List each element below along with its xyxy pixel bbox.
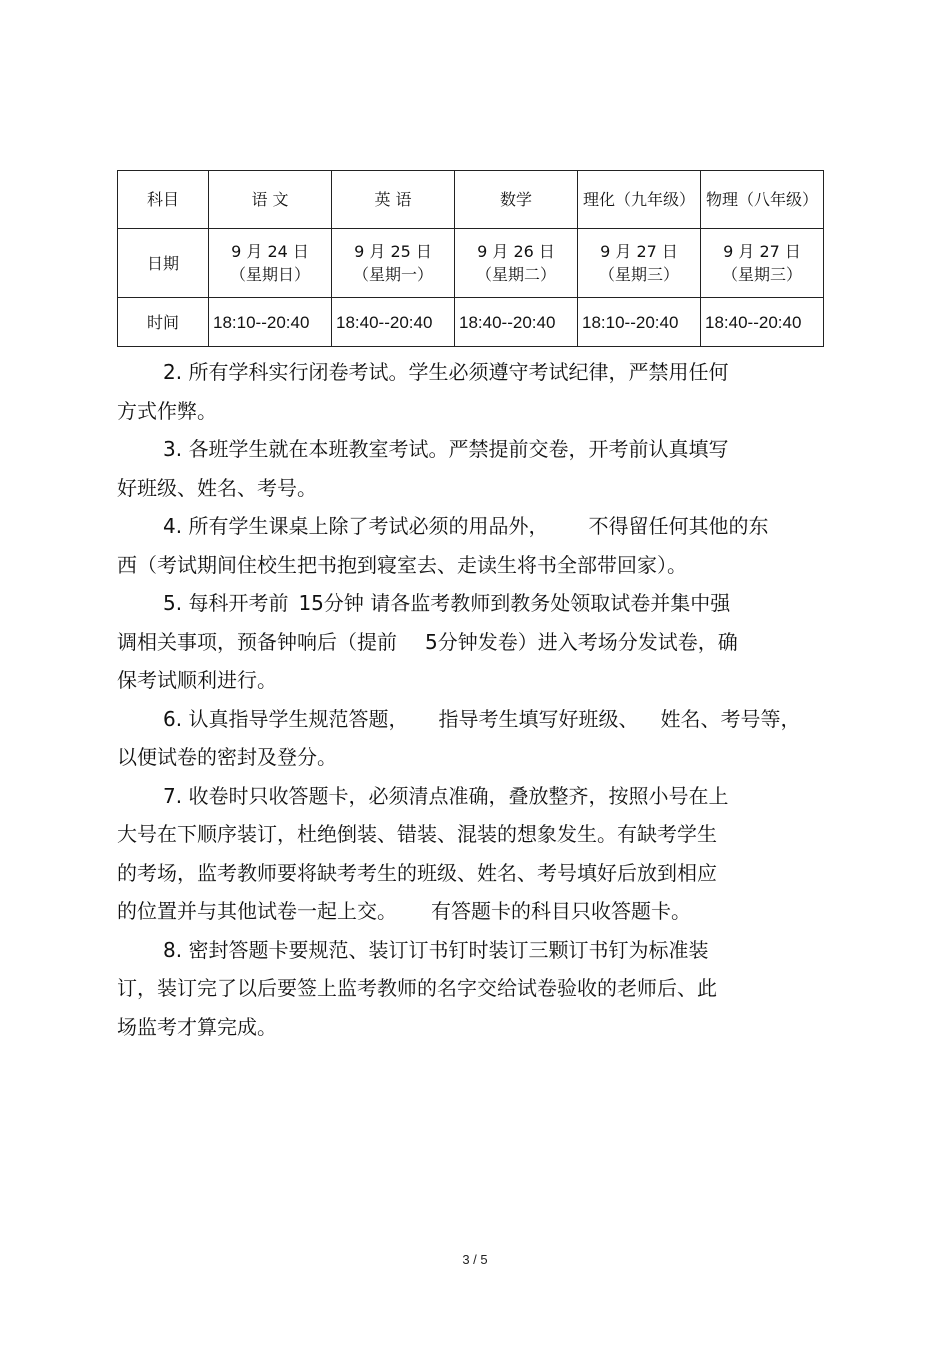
subject-cell: 数学 bbox=[455, 171, 578, 229]
paragraph-line: 场监考才算完成。 bbox=[117, 1014, 277, 1039]
rule-paragraph-4 bbox=[117, 507, 829, 584]
date-cell bbox=[455, 229, 578, 298]
date-text: 9 月 26 日 bbox=[477, 242, 555, 261]
paragraph-line: 大号在下顺序装订，杜绝倒装、错装、混装的想象发生。有缺考学生 bbox=[117, 822, 717, 846]
paragraph-line: 8. 密封答题卡要规范、装订订书钉时装订三颗订书钉为标准装 bbox=[163, 937, 709, 962]
paragraph-line-wrap bbox=[117, 700, 829, 739]
rule-paragraph-6 bbox=[117, 700, 829, 777]
subject-cell: 物理（八年级） bbox=[701, 171, 824, 229]
paragraph-line: 订，装订完了以后要签上监考教师的名字交给试卷验收的老师后、此 bbox=[117, 976, 717, 1000]
rule-paragraph-7 bbox=[117, 777, 829, 931]
rules-body bbox=[117, 353, 829, 1046]
weekday-text: （星期二） bbox=[475, 265, 556, 284]
paragraph-fragment: 4. 所有学生课桌上除了考试必须的用品外， bbox=[163, 514, 549, 538]
paragraph-line-wrap bbox=[117, 507, 829, 546]
paragraph-line: 方式作弊。 bbox=[117, 398, 217, 423]
time-cell: 18:40--20:40 bbox=[332, 298, 455, 347]
time-row bbox=[118, 298, 824, 347]
paragraph-line: 以便试卷的密封及登分。 bbox=[117, 745, 337, 769]
paragraph-fragment: 指导考生填写好班级、 bbox=[438, 706, 639, 731]
paragraph-line: 3. 各班学生就在本班教室考试。严禁提前交卷，开考前认真填写 bbox=[163, 437, 729, 461]
paragraph-line-wrap bbox=[117, 584, 829, 623]
time-cell: 18:40--20:40 bbox=[455, 298, 578, 347]
weekday-text: （星期三） bbox=[721, 265, 802, 284]
paragraph-line: 保考试顺利进行。 bbox=[117, 668, 277, 692]
date-cell bbox=[332, 229, 455, 298]
date-header-cell: 日期 bbox=[118, 229, 209, 298]
page-number: 3 / 5 bbox=[462, 1252, 488, 1267]
paragraph-fragment: 姓名、考号等， bbox=[660, 706, 801, 731]
weekday-text: （星期日） bbox=[229, 265, 310, 284]
rule-paragraph-8 bbox=[117, 931, 829, 1047]
paragraph-fragment: 5. 每科开考前 bbox=[163, 591, 289, 615]
subject-cell: 理化（九年级） bbox=[578, 171, 701, 229]
date-cell bbox=[701, 229, 824, 298]
date-cell bbox=[578, 229, 701, 298]
date-text: 9 月 27 日 bbox=[600, 242, 678, 261]
paragraph-line: 的考场，监考教师要将缺考考生的班级、姓名、考号填好后放到相应 bbox=[117, 860, 717, 885]
subject-row bbox=[118, 171, 824, 229]
time-cell: 18:10--20:40 bbox=[578, 298, 701, 347]
date-text: 9 月 25 日 bbox=[354, 242, 432, 261]
date-row bbox=[118, 229, 824, 298]
paragraph-line: 7. 收卷时只收答题卡，必须清点准确，叠放整齐，按照小号在上 bbox=[163, 783, 729, 808]
subject-cell: 语 文 bbox=[209, 171, 332, 229]
rule-paragraph-5 bbox=[117, 584, 829, 700]
paragraph-line: 2. 所有学科实行闭卷考试。学生必须遵守考试纪律，严禁用任何 bbox=[163, 360, 729, 384]
time-cell: 18:10--20:40 bbox=[209, 298, 332, 347]
paragraph-line-wrap bbox=[117, 892, 829, 931]
time-header-cell: 时间 bbox=[118, 298, 209, 347]
exam-schedule-table bbox=[117, 170, 824, 347]
paragraph-fragment: 调相关事项，预备钟响后（提前 bbox=[117, 629, 397, 654]
paragraph-fragment: 6. 认真指导学生规范答题， bbox=[163, 706, 409, 731]
paragraph-line: 好班级、姓名、考号。 bbox=[117, 475, 317, 500]
paragraph-line-wrap bbox=[117, 623, 829, 662]
time-cell: 18:40--20:40 bbox=[701, 298, 824, 347]
weekday-text: （星期一） bbox=[352, 265, 433, 284]
date-text: 9 月 24 日 bbox=[231, 242, 309, 261]
paragraph-fragment: 5分钟发卷）进入考场分发试卷，确 bbox=[425, 629, 738, 654]
paragraph-line: 西（考试期间住校生把书抱到寝室去、走读生将书全部带回家）。 bbox=[117, 552, 687, 577]
paragraph-fragment: 不得留任何其他的东 bbox=[588, 514, 769, 538]
paragraph-fragment: 有答题卡的科目只收答题卡。 bbox=[431, 899, 691, 923]
rule-paragraph-2 bbox=[117, 353, 829, 430]
subject-cell: 英 语 bbox=[332, 171, 455, 229]
paragraph-fragment: 的位置并与其他试卷一起上交。 bbox=[117, 899, 397, 923]
paragraph-fragment: 15分钟 请各监考教师到教务处领取试卷并集中强 bbox=[298, 591, 731, 615]
weekday-text: （星期三） bbox=[598, 265, 679, 284]
date-text: 9 月 27 日 bbox=[723, 242, 801, 261]
rule-paragraph-3 bbox=[117, 430, 829, 507]
date-cell bbox=[209, 229, 332, 298]
subject-header-cell: 科目 bbox=[118, 171, 209, 229]
